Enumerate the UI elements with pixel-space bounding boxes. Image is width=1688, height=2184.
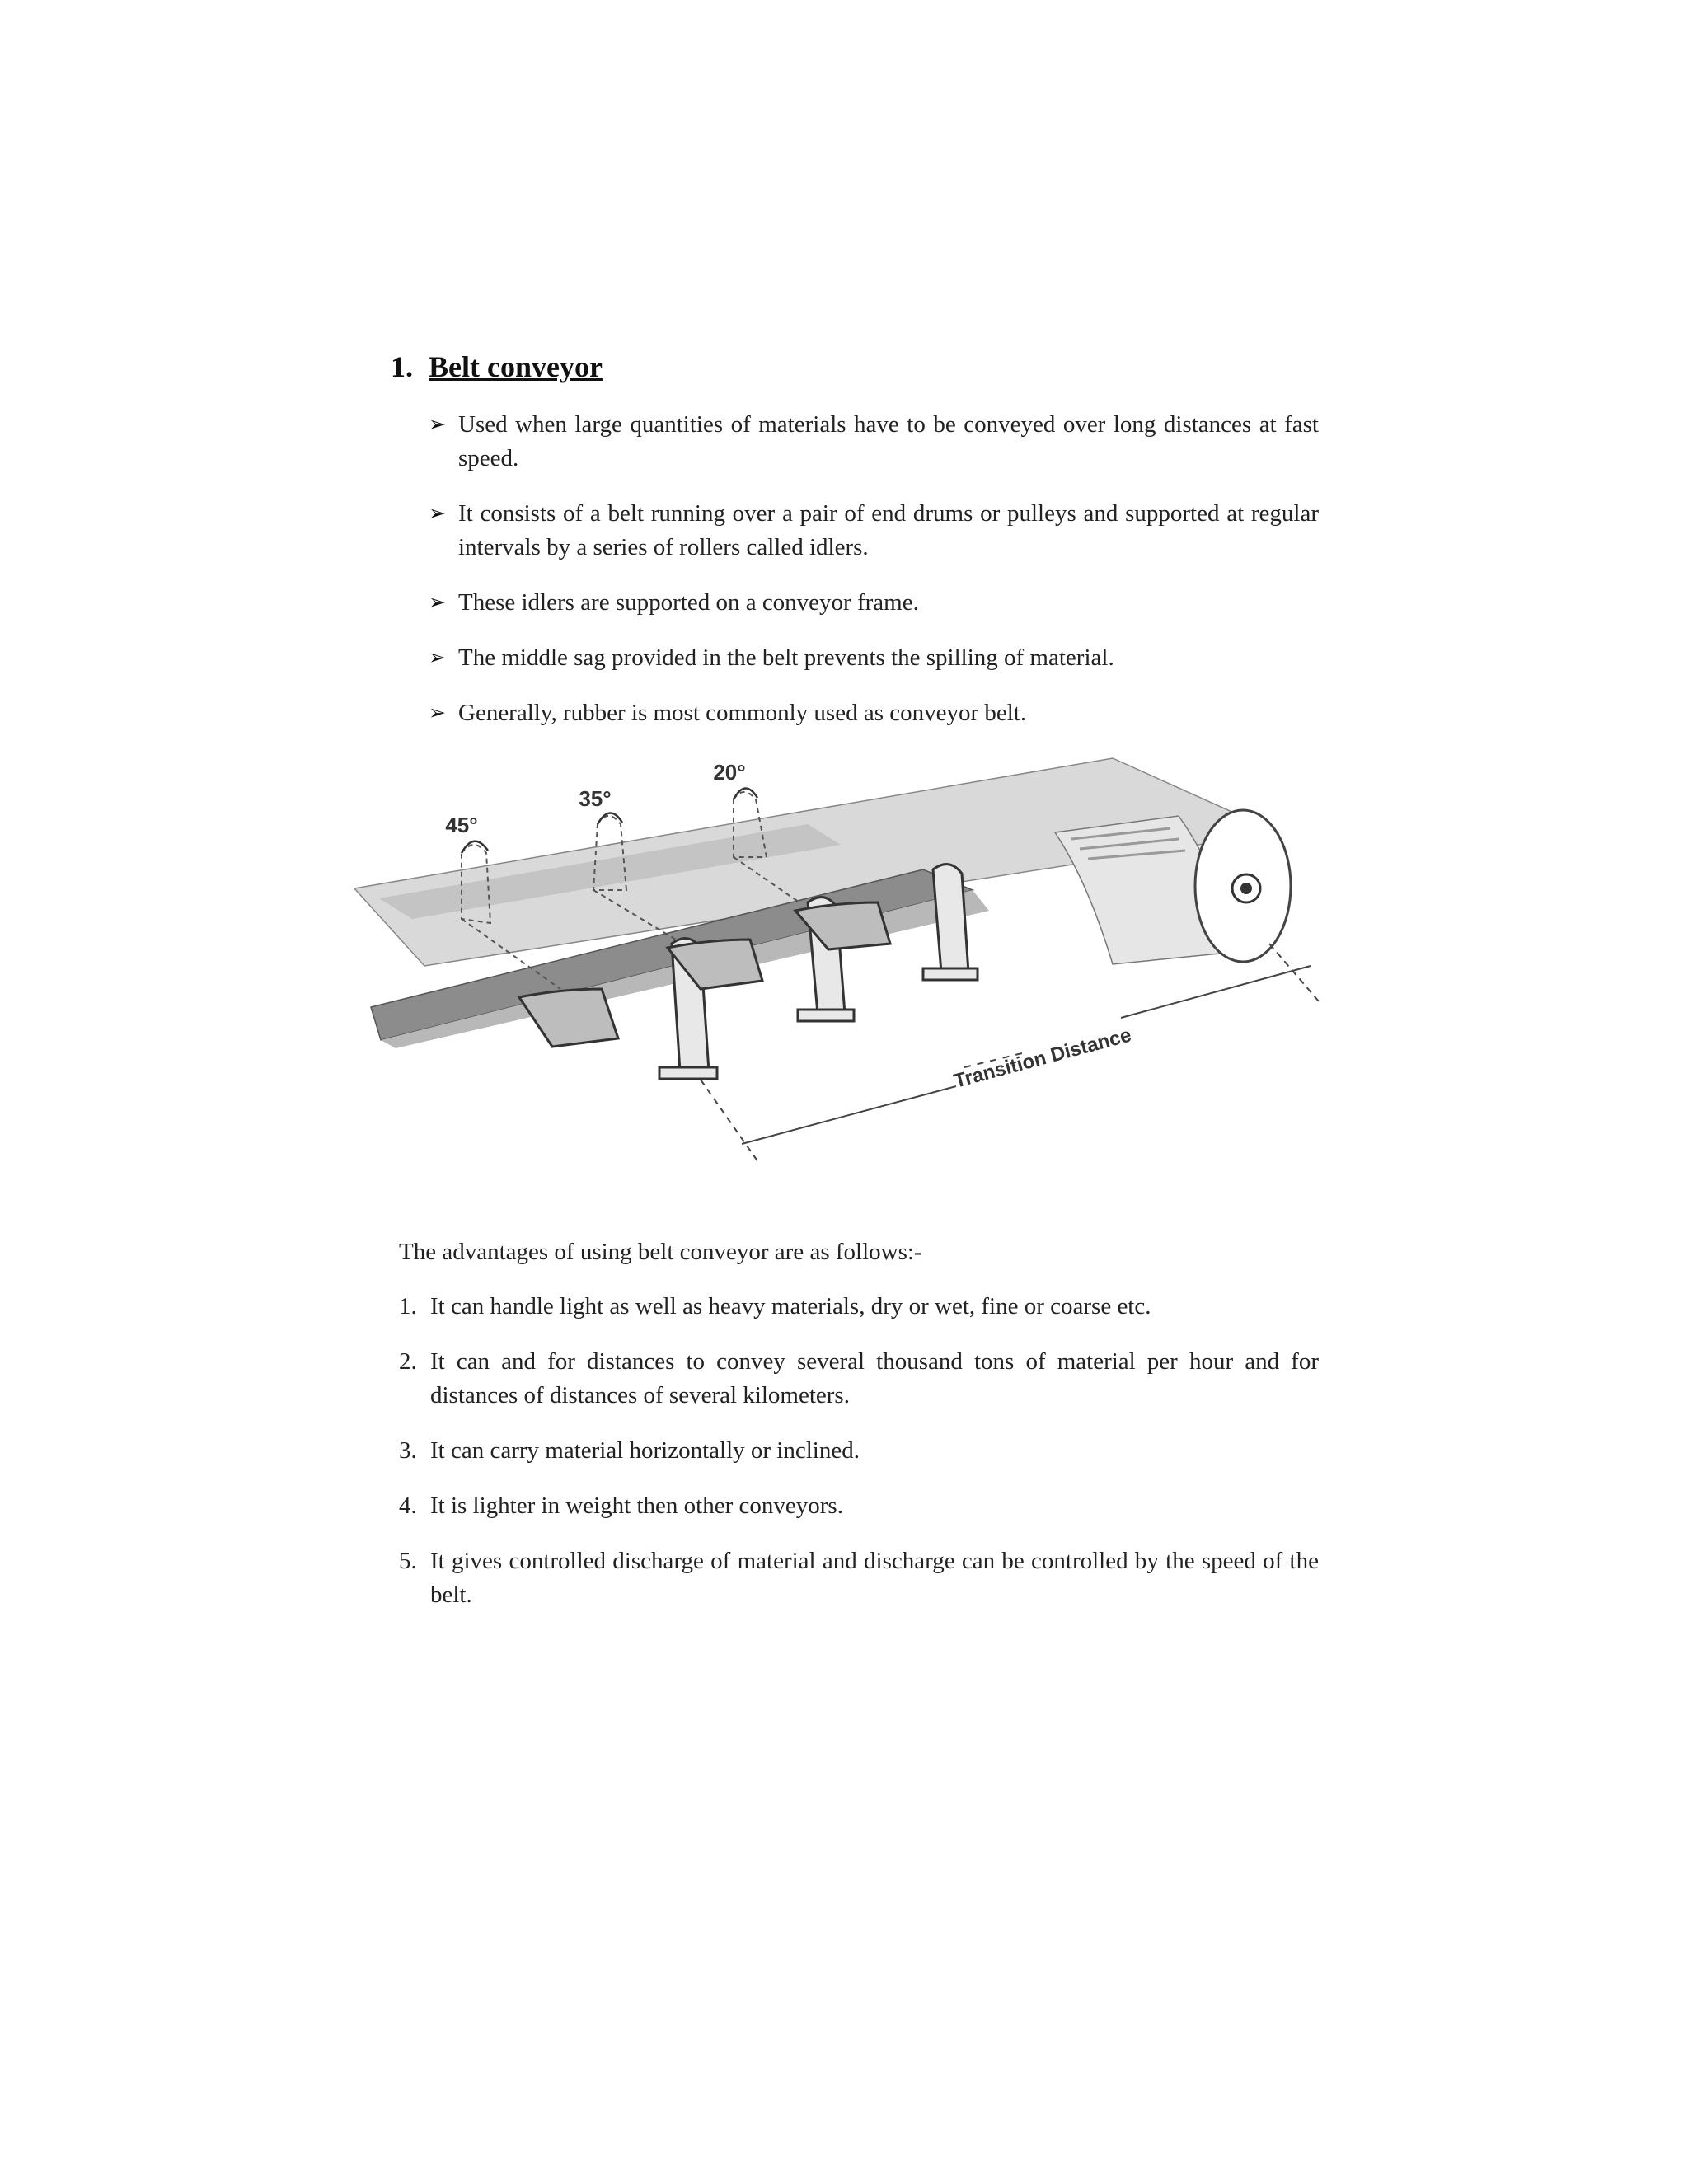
advantage-text: It gives controlled discharge of material and discharge can be controlled by the speed of the belt.: [430, 1548, 1319, 1608]
advantages-list: [399, 1290, 1319, 1633]
angle-label-45: 45°: [445, 813, 478, 837]
bullet-item: [429, 641, 1319, 675]
section-heading: [391, 349, 603, 384]
advantage-number: 5.: [399, 1548, 417, 1574]
belt-conveyor-diagram: [346, 742, 1335, 1170]
bullet-item: [429, 586, 1319, 620]
advantages-intro: The advantages of using belt conveyor are as follows:-: [399, 1239, 922, 1265]
advantage-item: [399, 1290, 1319, 1324]
advantage-item: [399, 1544, 1319, 1612]
pulley-axle: [1240, 883, 1252, 894]
bullet-item: [429, 696, 1319, 730]
bullet-text: Generally, rubber is most commonly used as conveyor belt.: [458, 700, 1027, 726]
advantage-text: It can and for distances to convey several thousand tons of material per hour and for distances of distances of several kilometers.: [430, 1348, 1319, 1408]
transition-distance-label: Transition Distance: [951, 1024, 1134, 1093]
arrow-bullet-icon: ➢: [429, 592, 446, 614]
advantage-text: It can handle light as well as heavy materials, dry or wet, fine or coarse etc.: [430, 1293, 1151, 1319]
bullet-item: [429, 408, 1319, 476]
arrow-bullet-icon: ➢: [429, 647, 446, 669]
advantage-number: 4.: [399, 1493, 417, 1519]
advantage-number: 1.: [399, 1293, 417, 1319]
bullet-text: The middle sag provided in the belt prevents the spilling of material.: [458, 644, 1114, 671]
section-number: 1.: [391, 350, 413, 383]
bullet-item: [429, 497, 1319, 565]
advantage-item: [399, 1345, 1319, 1413]
angle-label-20: 20°: [713, 760, 746, 785]
arrow-bullet-icon: ➢: [429, 414, 446, 436]
advantage-item: [399, 1489, 1319, 1523]
advantage-number: 3.: [399, 1437, 417, 1464]
bullet-list: [429, 408, 1319, 752]
bullet-text: Used when large quantities of materials have to be conveyed over long distances at fast speed.: [458, 411, 1319, 471]
arrow-bullet-icon: ➢: [429, 503, 446, 525]
advantage-item: [399, 1434, 1319, 1468]
section-title: Belt conveyor: [429, 350, 603, 383]
advantage-number: 2.: [399, 1348, 417, 1375]
transition-distance-dimension: [701, 944, 1319, 1162]
advantage-text: It can carry material horizontally or inclined.: [430, 1437, 860, 1464]
bullet-text: These idlers are supported on a conveyor frame.: [458, 589, 919, 616]
bullet-text: It consists of a belt running over a pair of end drums or pulleys and supported at regular intervals by a series of rollers called idlers.: [458, 500, 1319, 560]
arrow-bullet-icon: ➢: [429, 702, 446, 724]
angle-label-35: 35°: [579, 786, 612, 811]
advantage-text: It is lighter in weight then other conveyors.: [430, 1493, 843, 1519]
